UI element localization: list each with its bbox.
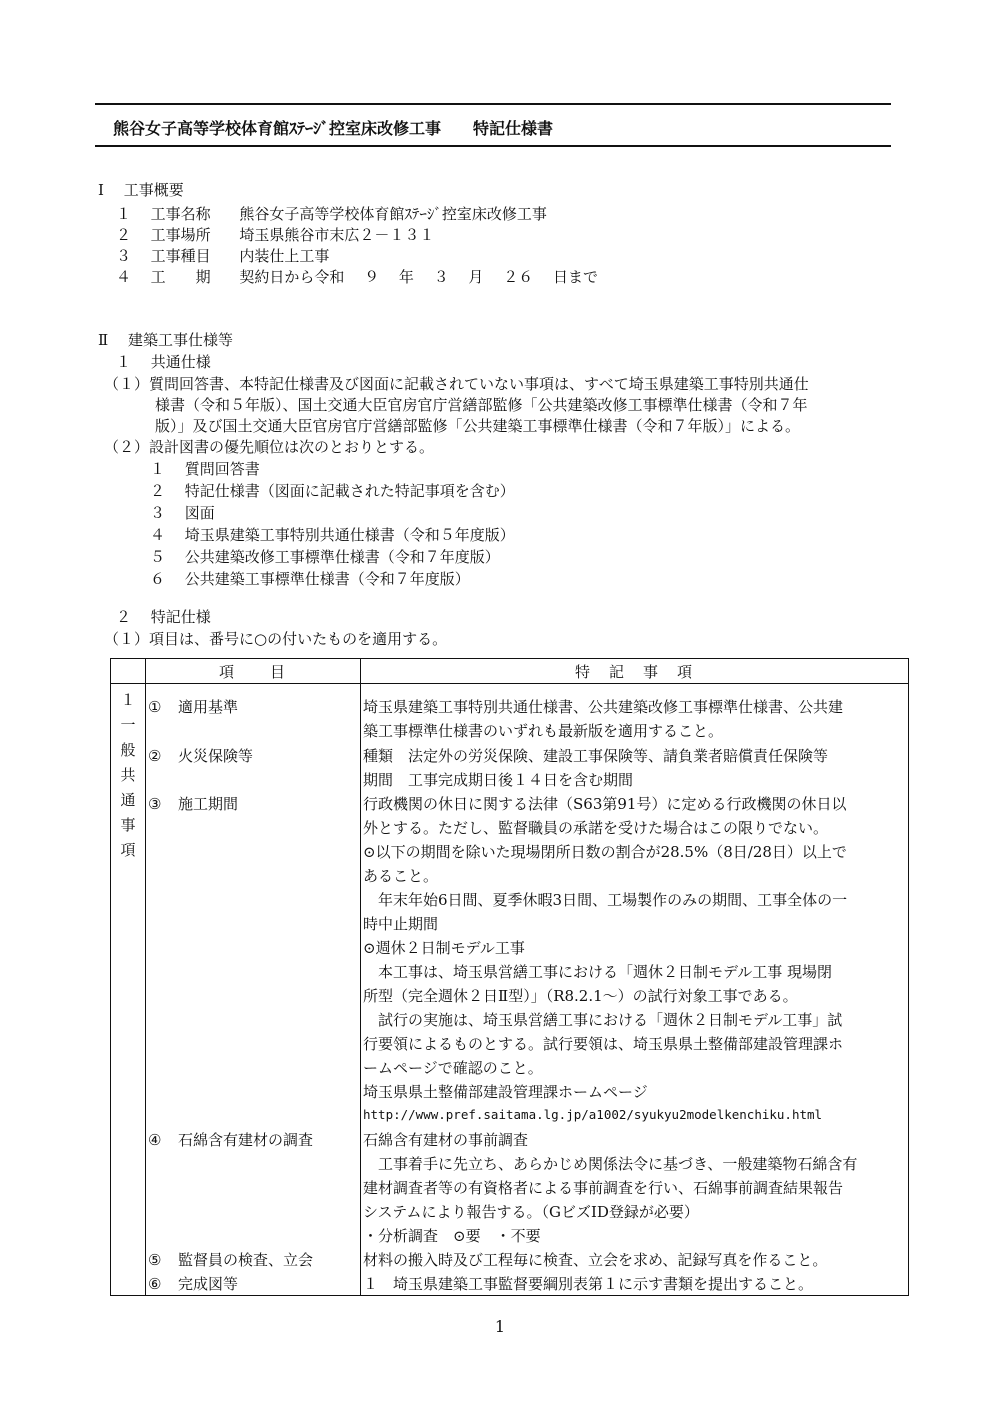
page-number: 1 (494, 1317, 506, 1336)
desc-line: ⊙以下の期間を除いた現場閉所日数の割合が28.5%（8日/28日）以上で (363, 843, 847, 861)
item-completion-drawings: ⑥ 完成図等 (148, 1275, 239, 1293)
header-desc: 特 記 事 項 (361, 659, 909, 684)
overview-value: 内装仕上工事 (239, 247, 330, 265)
item-applicable-standards: ① 適用基準 (148, 698, 239, 716)
desc-line: 試行の実施は、埼玉県営繕工事における「週休２日制モデル工事」試 (363, 1011, 843, 1029)
priority-item: ６ 公共建築工事標準仕様書（令和７年度版） (150, 570, 470, 588)
common-para1-line: 版）」及び国土交通大臣官房官庁営繕部監修「公共建築工事標準仕様書（令和７年版）」による。 (155, 417, 801, 435)
category-char: 般 (120, 741, 136, 759)
desc-line: 行政機関の休日に関する法律（S63第91号）に定める行政機関の休日以 (363, 795, 847, 813)
desc-line: 所型（完全週休２日Ⅱ型）」（R8.2.1～）の試行対象工事である。 (363, 987, 798, 1005)
category-char: 共 (120, 766, 136, 784)
overview-label: 工 期 (150, 268, 211, 286)
desc-line: 埼玉県建築工事特別共通仕様書、公共建築改修工事標準仕様書、公共建 (363, 698, 844, 716)
desc-line: システムにより報告する。（GビズID登録が必要） (363, 1203, 699, 1221)
priority-item: ３ 図面 (150, 504, 215, 522)
desc-line: ームページで確認のこと。 (363, 1059, 543, 1077)
overview-num: １ (116, 205, 132, 223)
section2-heading: Ⅱ 建築工事仕様等 (98, 331, 233, 349)
desc-line: １ 埼玉県建築工事監督要綱別表第１に示す書類を提出すること。 (363, 1275, 814, 1293)
common-para1-line: （１）質問回答書、本特記仕様書及び図面に記載されていない事項は、すべて埼玉県建築工事特別共通仕 (104, 375, 809, 393)
item-supervisor-inspection: ⑤ 監督員の検査、立会 (148, 1251, 314, 1269)
header-top-rule (95, 103, 891, 105)
overview-value: 熊谷女子高等学校体育館ｽﾃｰｼﾞ控室床改修工事 (239, 205, 547, 223)
priority-item: １ 質問回答書 (150, 460, 260, 478)
desc-line: 期間 工事完成期日後１４日を含む期間 (363, 771, 634, 789)
desc-line: 埼玉県県土整備部建設管理課ホームページ (363, 1083, 648, 1101)
desc-line: あること。 (363, 867, 439, 885)
overview-row (116, 225, 434, 246)
overview-value: 埼玉県熊谷市末広２－１３１ (239, 226, 435, 244)
desc-line: 外とする。ただし、監督職員の承諾を受けた場合はこの限りでない。 (363, 819, 829, 837)
overview-label: 工事種目 (150, 247, 211, 265)
special-spec-heading: ２ 特記仕様 (116, 608, 211, 626)
overview-num: ２ (116, 226, 132, 244)
desc-line: 時中止期間 (363, 915, 439, 933)
desc-line: ⊙週休２日制モデル工事 (363, 939, 525, 957)
header-item: 項 目 (146, 659, 361, 684)
table-row (111, 684, 909, 1296)
section1-heading: Ⅰ 工事概要 (98, 181, 184, 199)
desc-line: 石綿含有建材の事前調査 (363, 1131, 529, 1149)
category-char: 通 (120, 791, 136, 809)
desc-line: 行要領によるものとする。試行要領は、埼玉県県土整備部建設管理課ホ (363, 1035, 844, 1053)
desc-line: 築工事標準仕様書のいずれも最新版を適用すること。 (363, 722, 724, 740)
priority-item: ５ 公共建築改修工事標準仕様書（令和７年度版） (150, 548, 500, 566)
desc-url-line: http://www.pref.saitama.lg.jp/a1002/syukyu2modelkenchiku.html (363, 1107, 823, 1122)
item-asbestos-survey: ④ 石綿含有建材の調査 (148, 1131, 314, 1149)
overview-value: 契約日から令和 ９ 年 ３ 月 ２６ 日まで (239, 268, 598, 286)
header-blank-cell (111, 659, 146, 684)
common-para2: （２）設計図書の優先順位は次のとおりとする。 (104, 438, 435, 456)
item-construction-period: ③ 施工期間 (148, 795, 239, 813)
spec-table (110, 658, 909, 1296)
items-cell (146, 684, 361, 1296)
overview-num: ３ (116, 247, 132, 265)
category-char: 項 (120, 841, 136, 859)
desc-line: 工事着手に先立ち、あらかじめ関係法令に基づき、一般建築物石綿含有 (363, 1155, 858, 1173)
category-char: １ (120, 691, 136, 709)
overview-label: 工事場所 (150, 226, 211, 244)
desc-line: 本工事は、埼玉県営繕工事における「週休２日制モデル工事 現場閉 (363, 963, 833, 981)
desc-line: 年末年始6日間、夏季休暇3日間、工場製作のみの期間、工事全体の一 (363, 891, 848, 909)
priority-item: ４ 埼玉県建築工事特別共通仕様書（令和５年度版） (150, 526, 515, 544)
common-spec-heading: １ 共通仕様 (116, 353, 211, 371)
category-cell (111, 684, 146, 1296)
overview-row (116, 204, 547, 225)
overview-num: ４ (116, 268, 132, 286)
description-cell (361, 684, 909, 1296)
page-title: 熊谷女子高等学校体育館ｽﾃｰｼﾞ控室床改修工事 特記仕様書 (113, 119, 554, 138)
overview-label: 工事名称 (150, 205, 211, 223)
header-bottom-rule (95, 145, 891, 147)
category-char: 一 (120, 716, 136, 734)
desc-line: 材料の搬入時及び工程毎に検査、立会を求め、記録写真を作ること。 (363, 1251, 828, 1269)
overview-row (116, 267, 598, 288)
desc-line: ・分析調査 ⊙要 ・不要 (363, 1227, 541, 1245)
overview-row (116, 246, 329, 267)
common-para1-line: 様書（令和５年版）、国土交通大臣官房官庁営繕部監修「公共建築改修工事標準仕様書（令和７年 (155, 396, 808, 414)
item-fire-insurance: ② 火災保険等 (148, 747, 254, 765)
priority-item: ２ 特記仕様書（図面に記載された特記事項を含む） (150, 482, 515, 500)
desc-line: 種類 法定外の労災保険、建設工事保険等、請負業者賠償責任保険等 (363, 747, 829, 765)
table-header-row (111, 659, 909, 684)
desc-line: 建材調査者等の有資格者による事前調査を行い、石綿事前調査結果報告 (363, 1179, 844, 1197)
special-para1: （１）項目は、番号に○の付いたものを適用する。 (104, 630, 448, 648)
category-char: 事 (120, 816, 136, 834)
